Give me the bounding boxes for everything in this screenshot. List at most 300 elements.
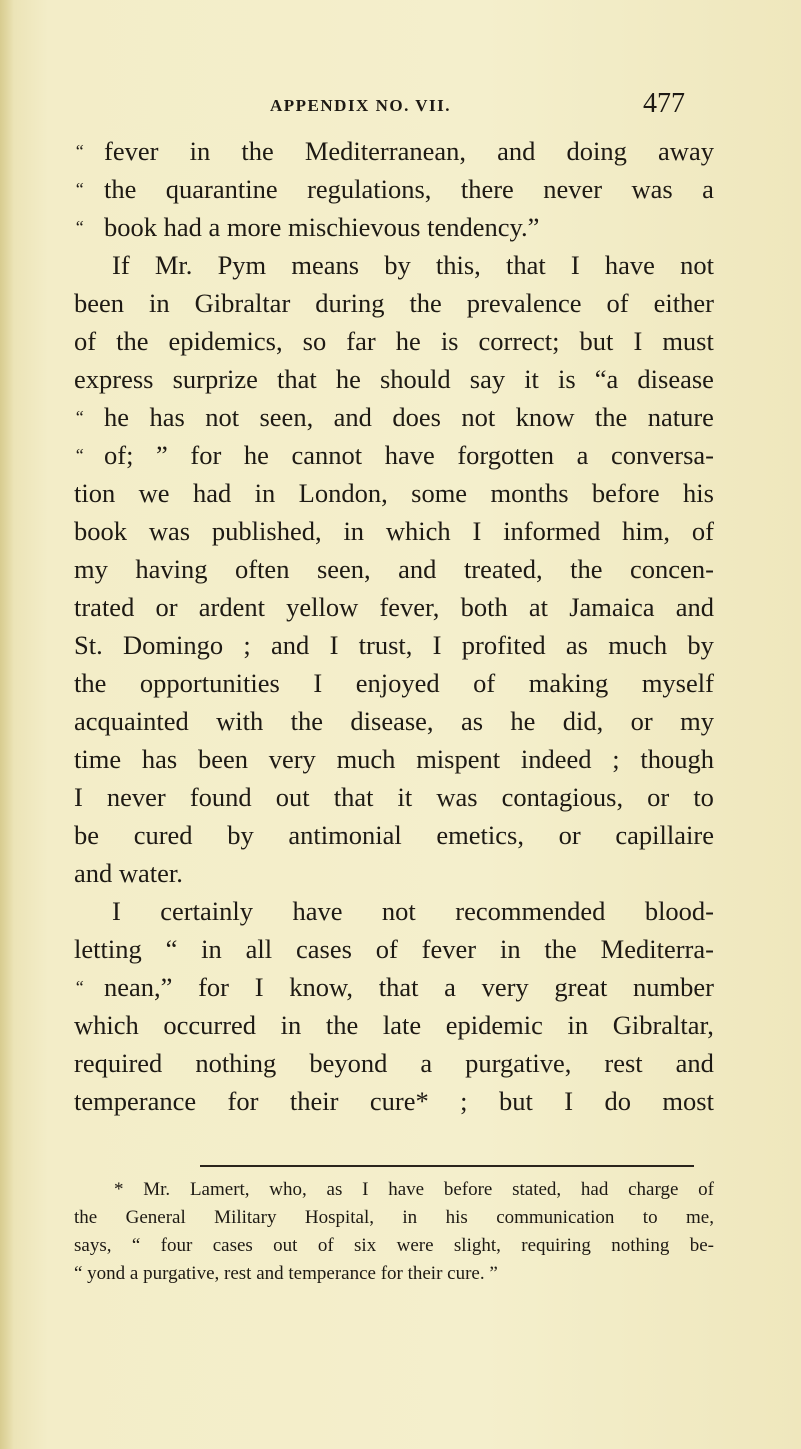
word: for (190, 440, 222, 470)
running-head: APPENDIX NO. VII. (270, 96, 452, 115)
word: a (576, 440, 589, 470)
word: acquainted (74, 706, 189, 736)
word: Mr. (143, 1179, 171, 1200)
word: that (333, 782, 374, 812)
word: antimonial (288, 820, 402, 850)
word: does (392, 402, 441, 432)
word: who, (269, 1179, 307, 1200)
word: my (74, 554, 108, 584)
word: all (245, 934, 273, 964)
line-text (104, 436, 714, 474)
word: either (653, 288, 714, 318)
word: ; (612, 744, 620, 774)
word: the (409, 288, 442, 318)
word: though (640, 744, 714, 774)
word: stated, (512, 1179, 562, 1200)
text-line (74, 854, 714, 892)
word: and (333, 402, 372, 432)
word: in (280, 1010, 302, 1040)
word: and (398, 554, 437, 584)
body-text (74, 132, 714, 1120)
word: by (687, 630, 714, 660)
text-line (74, 322, 714, 360)
word: the (290, 706, 324, 736)
word: before (591, 478, 660, 508)
word: of (698, 1179, 714, 1200)
word: ; (460, 1086, 468, 1116)
word: trust, (358, 630, 413, 660)
line-text (74, 816, 714, 854)
footnote-line (74, 1260, 714, 1288)
text-line (74, 626, 714, 664)
footnote-rule (200, 1165, 694, 1167)
word: and (675, 592, 714, 622)
line-text: book had a more mischievous tendency.” (104, 212, 540, 242)
word: If (112, 250, 130, 280)
text-line (74, 664, 714, 702)
word: yellow (286, 592, 359, 622)
text-line (74, 284, 714, 322)
word: General (125, 1207, 186, 1228)
word: have (292, 896, 343, 926)
footnote-text: “ yond a purgative, rest and temperance for their cure. ” (74, 1263, 498, 1284)
word: I (362, 1179, 369, 1200)
word: has (149, 402, 185, 432)
word: mispent (416, 744, 501, 774)
word: the (116, 326, 149, 356)
word: but (498, 1086, 533, 1116)
page-number: 477 (643, 88, 685, 119)
word: recommended (455, 896, 606, 926)
word: by (227, 820, 254, 850)
word: he (395, 326, 421, 356)
word: disease, (350, 706, 434, 736)
page-gutter-shadow (0, 0, 14, 1449)
word: of (606, 288, 629, 318)
text-line (74, 246, 714, 284)
word: we (138, 478, 170, 508)
quote-mark: “ (74, 141, 85, 161)
word: should (379, 364, 451, 394)
word: out (275, 782, 310, 812)
word: the (594, 402, 628, 432)
word: not (680, 250, 714, 280)
word: I (564, 1086, 574, 1116)
quote-mark: “ (74, 445, 85, 465)
word: in (499, 934, 521, 964)
word: the (74, 1207, 98, 1228)
word: his (683, 478, 714, 508)
text-line (74, 702, 714, 740)
word: St. (74, 630, 103, 660)
word: as (565, 630, 588, 660)
word: not (381, 896, 416, 926)
word: means (291, 250, 360, 280)
word: as (460, 706, 484, 736)
word: treated, (463, 554, 543, 584)
word: required (74, 1048, 163, 1078)
word: seen, (259, 402, 314, 432)
word: and (497, 136, 536, 166)
word: concen- (630, 554, 714, 584)
text-line (74, 892, 714, 930)
word: communication (496, 1207, 615, 1228)
word: a (420, 1048, 433, 1078)
word: a (702, 174, 714, 204)
footnote-text (74, 1232, 714, 1260)
word: Gibraltar, (612, 1010, 714, 1040)
word: informed (503, 516, 601, 546)
text-line (74, 512, 714, 550)
word: capillaire (615, 820, 714, 850)
footnote (74, 1176, 714, 1288)
word: emetics, (436, 820, 524, 850)
word: his (445, 1207, 468, 1228)
word: had (192, 478, 232, 508)
word: this, (435, 250, 481, 280)
line-text (104, 968, 714, 1006)
word: months (490, 478, 569, 508)
word: myself (641, 668, 714, 698)
word: he (104, 402, 130, 432)
word: epidemic (445, 1010, 543, 1040)
word: Military (214, 1207, 277, 1228)
line-text (104, 132, 714, 170)
word: that (378, 972, 419, 1002)
word: letting (74, 934, 142, 964)
word: nothing (611, 1235, 670, 1256)
word: nature (647, 402, 714, 432)
text-line (74, 398, 714, 436)
word: Pym (217, 250, 267, 280)
word: ardent (198, 592, 265, 622)
word: he (510, 706, 536, 736)
word: “a (594, 364, 619, 394)
word: profited (461, 630, 546, 660)
word: time (74, 744, 122, 774)
word: making (528, 668, 609, 698)
word: the (544, 934, 577, 964)
text-line (74, 170, 714, 208)
word: fever (104, 136, 159, 166)
word: rest (604, 1048, 643, 1078)
word: of; (104, 440, 134, 470)
line-text (74, 588, 714, 626)
word: having (135, 554, 208, 584)
word: has (141, 744, 178, 774)
line-text (74, 702, 714, 740)
word: never (106, 782, 166, 812)
line-text (74, 1044, 714, 1082)
word: their (289, 1086, 339, 1116)
word: to (642, 1207, 658, 1228)
word: did, (562, 706, 604, 736)
word: cannot (291, 440, 363, 470)
word: in (189, 136, 211, 166)
word: correct; (478, 326, 560, 356)
word: that (277, 364, 317, 394)
word: Jamaica (569, 592, 655, 622)
text-line (74, 930, 714, 968)
line-text (74, 512, 714, 550)
word: me, (685, 1207, 714, 1228)
word: cured (133, 820, 193, 850)
word: number (633, 972, 714, 1002)
word: have (384, 440, 435, 470)
word: that (505, 250, 546, 280)
word: say (469, 364, 506, 394)
word: “ (165, 934, 178, 964)
word: there (460, 174, 514, 204)
word: with (216, 706, 264, 736)
word: of (691, 516, 714, 546)
line-text (112, 892, 714, 930)
text-line (74, 436, 714, 474)
word: my (680, 706, 714, 736)
line-text (74, 474, 714, 512)
word: contagious, (501, 782, 624, 812)
word: him, (622, 516, 671, 546)
word: book (74, 516, 127, 546)
word: Mr. (154, 250, 193, 280)
word: in (402, 1207, 418, 1228)
word: Domingo (123, 630, 224, 660)
word: the (241, 136, 274, 166)
word: very (268, 744, 316, 774)
word: is (558, 364, 576, 394)
word: epidemics, (168, 326, 283, 356)
page-header (0, 88, 801, 128)
word: been (74, 288, 125, 318)
word: indeed (520, 744, 592, 774)
line-text (112, 246, 714, 284)
word: cure* (369, 1086, 429, 1116)
text-line (74, 474, 714, 512)
text-line (74, 550, 714, 588)
word: beyond (309, 1048, 388, 1078)
word: most (662, 1086, 714, 1116)
text-line (74, 132, 714, 170)
word: nean,” (104, 972, 173, 1002)
line-text (74, 1082, 714, 1120)
word: conversa- (610, 440, 714, 470)
word: by (384, 250, 411, 280)
line-text: and water. (74, 858, 183, 888)
quote-mark: “ (74, 977, 85, 997)
word: is (440, 326, 459, 356)
word: I (313, 668, 323, 698)
word: of (74, 326, 97, 356)
text-line (74, 778, 714, 816)
word: a (444, 972, 456, 1002)
word: before (443, 1179, 493, 1200)
word: cases (212, 1235, 253, 1256)
word: out (273, 1235, 298, 1256)
word: the (325, 1010, 359, 1040)
word: express (74, 364, 154, 394)
word: found (189, 782, 252, 812)
line-text (74, 284, 714, 322)
text-line (74, 740, 714, 778)
word: in (201, 934, 222, 964)
word: I (472, 516, 482, 546)
word: was (436, 782, 478, 812)
text-line (74, 588, 714, 626)
word: Mediterra- (600, 934, 714, 964)
word: or (155, 592, 178, 622)
word: or (647, 782, 670, 812)
word: both (460, 592, 508, 622)
word: never (543, 174, 603, 204)
line-text (74, 322, 714, 360)
word: he (243, 440, 269, 470)
text-line (74, 1082, 714, 1120)
word: nothing (195, 1048, 277, 1078)
word: enjoyed (355, 668, 440, 698)
word: of (375, 934, 398, 964)
word: late (382, 1010, 422, 1040)
word: much (336, 744, 396, 774)
word: Gibraltar (194, 288, 291, 318)
word: which (74, 1010, 139, 1040)
word: which (385, 516, 451, 546)
word: the (570, 554, 603, 584)
quote-mark: “ (74, 179, 85, 199)
footnote-line (74, 1176, 714, 1204)
word: charge (628, 1179, 679, 1200)
line-text (74, 626, 714, 664)
word: opportunities (139, 668, 280, 698)
footnote-text (74, 1204, 714, 1232)
word: I (254, 972, 264, 1002)
footnote-line (74, 1232, 714, 1260)
line-text (74, 1006, 714, 1044)
word: ; (243, 630, 251, 660)
word: so (302, 326, 327, 356)
word: in (254, 478, 276, 508)
word: blood- (644, 896, 714, 926)
line-text (74, 740, 714, 778)
word: but (579, 326, 614, 356)
word: away (658, 136, 714, 166)
word: had (580, 1179, 609, 1200)
word: or (630, 706, 653, 736)
word: for (198, 972, 230, 1002)
word: cases (295, 934, 352, 964)
word: not (461, 402, 496, 432)
word: and (271, 630, 310, 660)
word: the (104, 174, 137, 204)
word: six (354, 1235, 377, 1256)
word: be- (689, 1235, 714, 1256)
word: London, (298, 478, 388, 508)
word: doing (566, 136, 627, 166)
word: I (329, 630, 339, 660)
footnote-line (74, 1204, 714, 1232)
text-line (74, 360, 714, 398)
word: I (633, 326, 643, 356)
word: were (396, 1235, 434, 1256)
word: “ (131, 1235, 141, 1256)
line-text (104, 398, 714, 436)
word: published, (211, 516, 322, 546)
word: I (570, 250, 580, 280)
text-line (74, 816, 714, 854)
word: been (197, 744, 248, 774)
word: in (343, 516, 365, 546)
line-text (74, 930, 714, 968)
line-text (74, 550, 714, 588)
word: requiring (521, 1235, 591, 1256)
word: I (432, 630, 442, 660)
word: in (567, 1010, 589, 1040)
line-text (104, 170, 714, 208)
word: I (112, 896, 121, 926)
word: Lamert, (189, 1179, 250, 1200)
word: Hospital, (304, 1207, 374, 1228)
quote-mark: “ (74, 217, 85, 237)
word: of (317, 1235, 334, 1256)
word: slight, (453, 1235, 501, 1256)
word: disease (637, 364, 714, 394)
word: during (315, 288, 385, 318)
line-text (74, 664, 714, 702)
word: says, (74, 1235, 112, 1256)
text-line (74, 1006, 714, 1044)
word: much (608, 630, 668, 660)
text-line (74, 968, 714, 1006)
word: he (335, 364, 361, 394)
word: * (114, 1179, 124, 1200)
text-line (74, 208, 714, 246)
word: occurred (163, 1010, 257, 1040)
word: at (528, 592, 549, 622)
quote-mark: “ (74, 407, 85, 427)
word: regulations, (307, 174, 432, 204)
word: temperance (74, 1086, 197, 1116)
word: was (148, 516, 191, 546)
word: know, (289, 972, 354, 1002)
word: tion (74, 478, 116, 508)
word: have (388, 1179, 425, 1200)
word: certainly (160, 896, 253, 926)
word: it (397, 782, 413, 812)
line-text (74, 360, 714, 398)
word: and (675, 1048, 714, 1078)
word: very (481, 972, 529, 1002)
word: ” (156, 440, 168, 470)
word: purgative, (465, 1048, 572, 1078)
word: of (473, 668, 496, 698)
word: surprize (172, 364, 258, 394)
footnote-text (114, 1176, 714, 1204)
word: to (693, 782, 714, 812)
word: it (524, 364, 539, 394)
word: was (631, 174, 673, 204)
word: for (227, 1086, 259, 1116)
word: trated (74, 592, 135, 622)
word: fever, (379, 592, 440, 622)
word: forgotten (457, 440, 555, 470)
word: some (411, 478, 468, 508)
text-line (74, 1044, 714, 1082)
word: must (662, 326, 714, 356)
word: four (160, 1235, 193, 1256)
word: be (74, 820, 100, 850)
word: not (205, 402, 240, 432)
word: Mediterranean, (304, 136, 466, 166)
word: often (235, 554, 290, 584)
